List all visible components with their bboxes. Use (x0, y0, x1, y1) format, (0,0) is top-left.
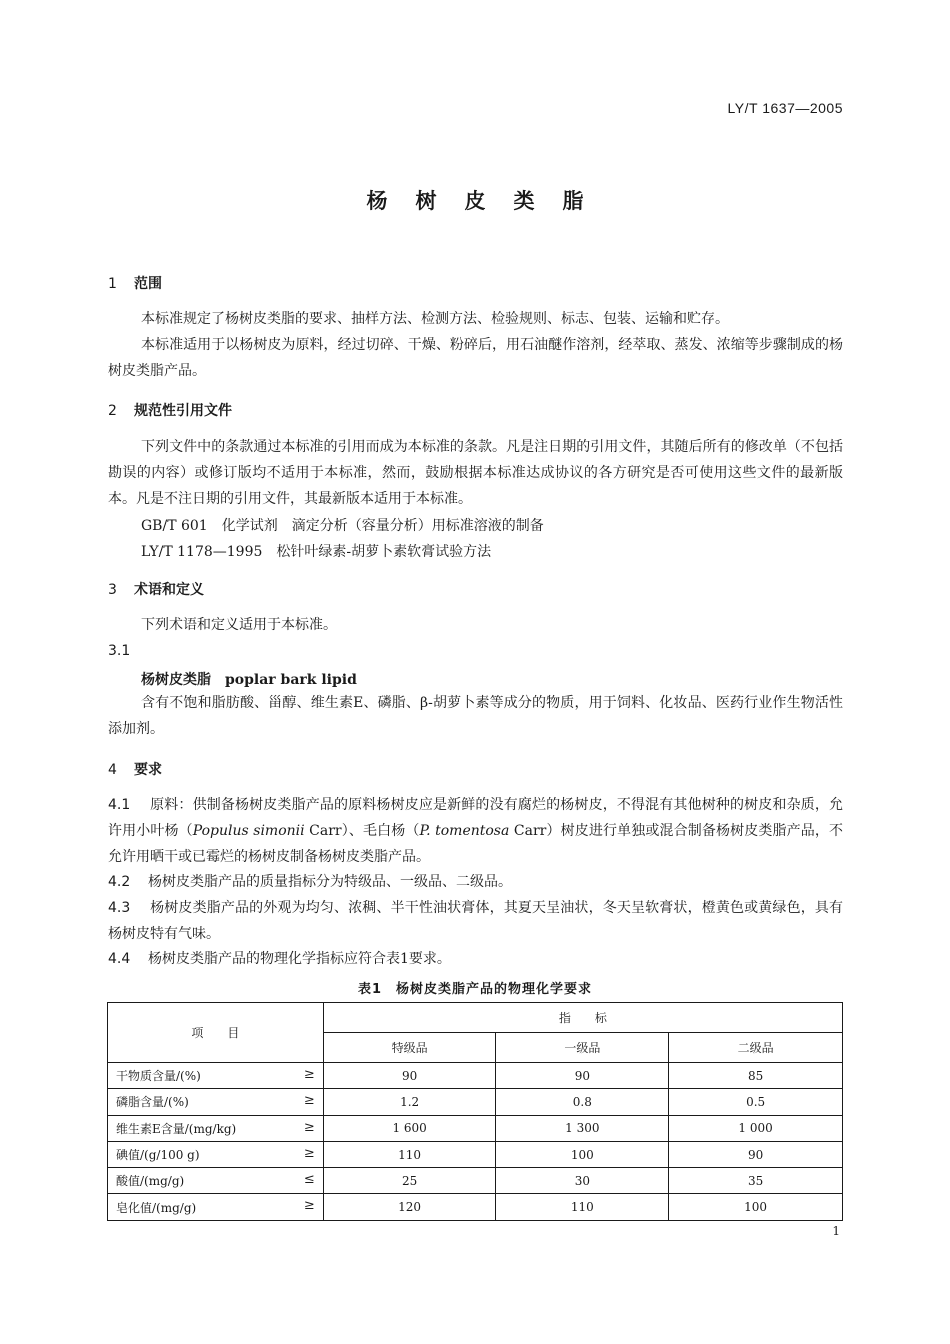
cell-value: 1.2 (323, 1089, 496, 1115)
row-item (108, 1089, 324, 1115)
term-number: 3.1 (108, 643, 131, 659)
section-1-paragraph-1: 本标准规定了杨树皮类脂的要求、抽样方法、检测方法、检验规则、标志、包装、运输和贮存。 (141, 311, 729, 327)
section-number: 4 (108, 762, 117, 778)
standard-code: LY/T 1637—2005 (727, 100, 843, 116)
cell-value: 100 (669, 1194, 843, 1220)
section-title: 要求 (134, 762, 162, 778)
column-header-item: 项 目 (108, 1003, 324, 1063)
comparison-symbol: ≥ (303, 1093, 315, 1109)
comparison-symbol: ≥ (303, 1119, 315, 1135)
latin-name-populus-simonii: Populus simonii (192, 823, 305, 839)
item-label: 酸值/(mg/g) (116, 1174, 185, 1189)
grade-header: 特级品 (323, 1033, 496, 1063)
item-label: 维生素E含量/(mg/kg) (116, 1121, 237, 1136)
clause-text: 杨树皮类脂产品的质量指标分为特级品、一级品、二级品。 (148, 874, 512, 890)
requirement-4-4 (108, 946, 451, 972)
cell-value: 0.8 (496, 1089, 669, 1115)
clause-number: 4.2 (108, 874, 131, 890)
comparison-symbol: ≥ (303, 1067, 315, 1082)
comparison-symbol: ≥ (303, 1198, 315, 1214)
requirement-4-2 (108, 869, 512, 895)
comparison-symbol: ≥ (303, 1145, 315, 1161)
section-1-paragraph-2: 本标准适用于以杨树皮为原料，经过切碎、干燥、粉碎后，用石油醚作溶剂，经萃取、蒸发、浓缩等步骤制成的杨树皮类脂产品。 (108, 337, 843, 379)
grade-header: 一级品 (496, 1033, 669, 1063)
cell-value: 0.5 (669, 1089, 843, 1115)
latin-name-p-tomentosa: P. tomentosa (419, 823, 510, 839)
section-2-heading (108, 400, 232, 420)
cell-value: 90 (496, 1063, 669, 1089)
clause-number: 4.1 (108, 797, 131, 813)
section-title: 术语和定义 (134, 582, 204, 598)
section-1-heading (108, 273, 162, 293)
item-label: 碘值/(g/100 g) (116, 1148, 200, 1163)
item-label: 干物质含量/(%) (116, 1069, 201, 1084)
table-row (108, 1168, 843, 1194)
table-title: 表1 杨树皮类脂产品的物理化学要求 (357, 982, 593, 997)
section-4-heading (108, 759, 162, 779)
section-number: 3 (108, 582, 117, 598)
document-title: 杨树皮类脂 (366, 189, 612, 213)
requirement-4-3 (108, 895, 843, 947)
column-header-index: 指 标 (323, 1003, 842, 1033)
cell-value: 90 (669, 1141, 843, 1167)
row-item (108, 1141, 324, 1167)
section-number: 1 (108, 276, 117, 292)
section-2-paragraph: 下列文件中的条款通过本标准的引用而成为本标准的条款。凡是注日期的引用文件，其随后所有的修改单（不包括勘误的内容）或修订版均不适用于本标准，然而，鼓励根据本标准达成协议的各方研究是否可使用这些文件的最新版本。凡是不注日期的引用文件，其最新版本适用于本标准。 (108, 439, 843, 507)
section-3-heading (108, 579, 204, 599)
cell-value: 1 000 (669, 1115, 843, 1141)
term-name: 杨树皮类脂 poplar bark lipid (141, 672, 357, 688)
section-number: 2 (108, 403, 117, 419)
row-item (108, 1194, 324, 1220)
grade-header: 二级品 (669, 1033, 843, 1063)
table-row (108, 1089, 843, 1115)
table-header-row (108, 1003, 843, 1033)
row-item (108, 1063, 324, 1089)
cell-value: 100 (496, 1141, 669, 1167)
table-row (108, 1141, 843, 1167)
cell-value: 120 (323, 1194, 496, 1220)
section-title: 范围 (134, 276, 162, 292)
clause-text: 原料：供制备杨树皮类脂产品的原料杨树皮应是新鲜的没有腐烂的杨树皮，不得混有其他树种的树皮和杂质，允许用小叶杨（ (108, 797, 843, 839)
clause-text: Carr）、毛白杨（ (304, 823, 420, 839)
row-item (108, 1168, 324, 1194)
cell-value: 35 (669, 1168, 843, 1194)
table-row (108, 1194, 843, 1220)
clause-number: 4.4 (108, 951, 131, 967)
clause-number: 4.3 (108, 900, 131, 916)
clause-text: 杨树皮类脂产品的物理化学指标应符合表1要求。 (148, 951, 451, 967)
table-row (108, 1063, 843, 1089)
table-row (108, 1115, 843, 1141)
row-item (108, 1115, 324, 1141)
clause-text: 杨树皮类脂产品的外观为均匀、浓稠、半干性油状膏体，其夏天呈油状，冬天呈软膏状，橙黄色或黄绿色，具有杨树皮特有气味。 (108, 900, 843, 942)
comparison-symbol: ≤ (303, 1172, 315, 1188)
section-3-paragraph: 下列术语和定义适用于本标准。 (141, 617, 337, 633)
cell-value: 25 (323, 1168, 496, 1194)
cell-value: 85 (669, 1063, 843, 1089)
clause-text: Carr）树皮进行单独或混合制备杨树皮类脂产品，不允许用晒干或已霉烂的杨树皮制备杨树皮类脂产品。 (108, 823, 843, 865)
normative-reference-1: GB/T 601 化学试剂 滴定分析（容量分析）用标准溶液的制备 (141, 518, 544, 534)
cell-value: 1 300 (496, 1115, 669, 1141)
cell-value: 30 (496, 1168, 669, 1194)
cell-value: 90 (323, 1063, 496, 1089)
term-definition: 含有不饱和脂肪酸、甾醇、维生素E、磷脂、β-胡萝卜素等成分的物质，用于饲料、化妆品、医药行业作生物活性添加剂。 (108, 695, 843, 737)
cell-value: 110 (496, 1194, 669, 1220)
page-number: 1 (832, 1224, 840, 1238)
normative-reference-2: LY/T 1178—1995 松针叶绿素-胡萝卜素软膏试验方法 (141, 544, 492, 560)
section-title: 规范性引用文件 (134, 403, 232, 419)
cell-value: 1 600 (323, 1115, 496, 1141)
requirements-table (107, 1002, 843, 1221)
item-label: 磷脂含量/(%) (116, 1095, 189, 1110)
item-label: 皂化值/(mg/g) (116, 1200, 197, 1215)
cell-value: 110 (323, 1141, 496, 1167)
requirement-4-1 (108, 792, 843, 870)
